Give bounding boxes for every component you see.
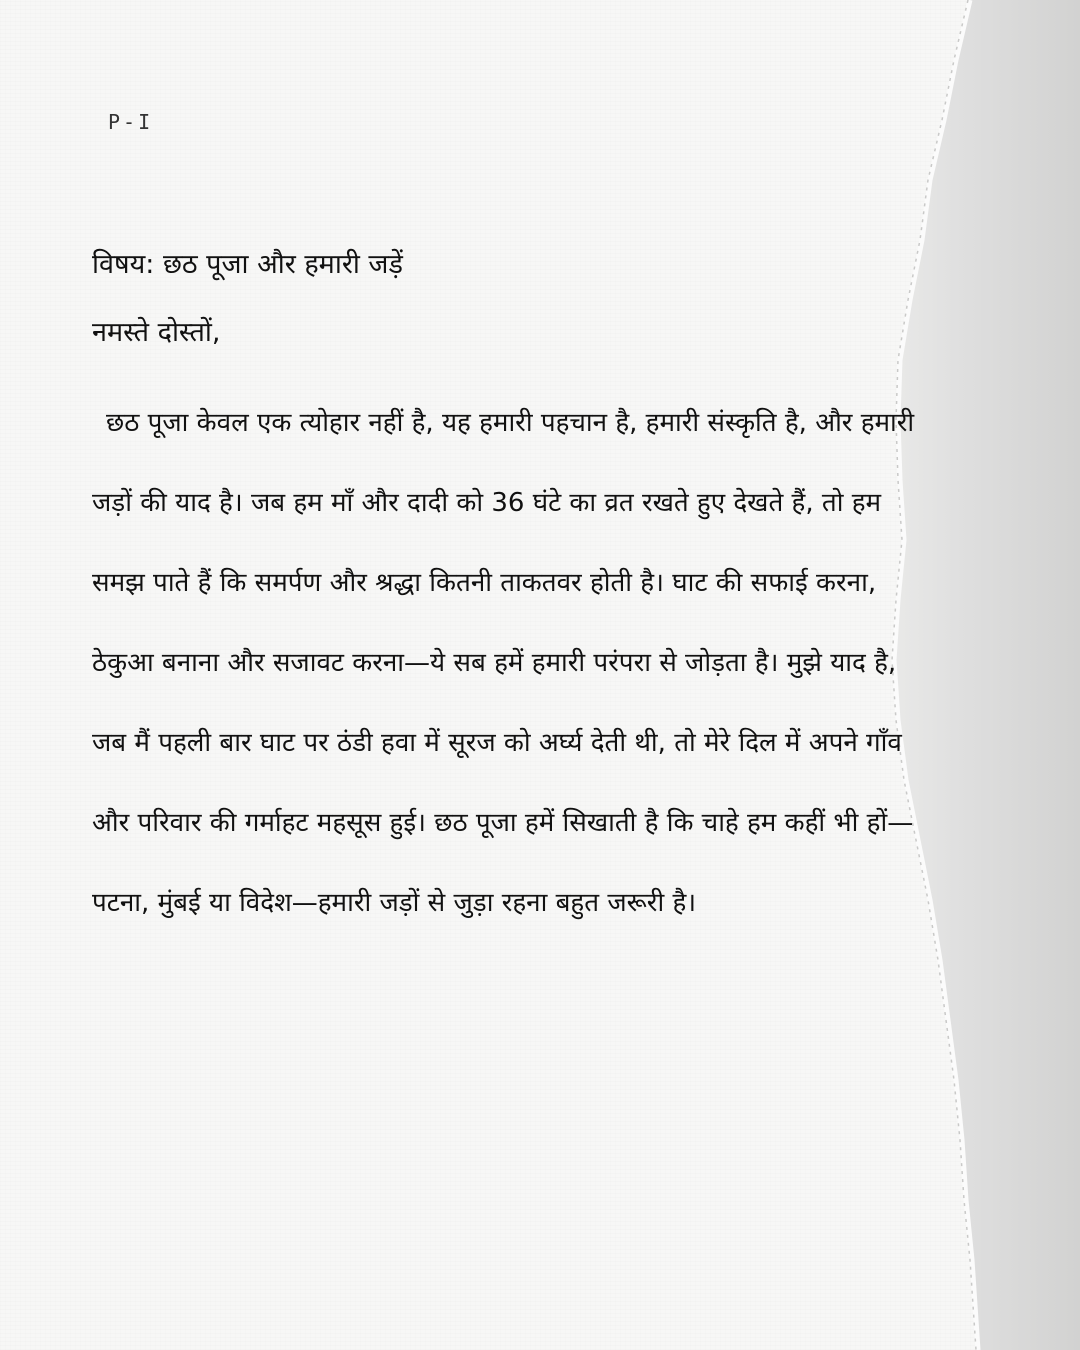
- letter-body: छठ पूजा केवल एक त्योहार नहीं है, यह हमारी पहचान है, हमारी संस्कृति है, और हमारी जड़ों की याद है। जब हम माँ और दादी को 36 घंटे का व्रत रखते हुए देखते हैं, तो हम समझ पाते हैं कि समर्पण और श्रद्धा कितनी ताकतवर होती है। घाट की सफाई करना, ठेकुआ बनाना और सजावट करना—ये सब हमें हमारी परंपरा से जोड़ता है। मुझे याद है, जब मैं पहली बार घाट पर ठंडी हवा में सूरज को अर्घ्य देती थी, तो मेरे दिल में अपने गाँव और परिवार की गर्माहट महसूस हुई। छठ पूजा हमें सिखाती है कि चाहे हम कहीं भी हों—पटना, मुंबई या विदेश—हमारी जड़ों से जुड़ा रहना बहुत जरूरी है।: [92, 408, 915, 918]
- torn-paper-shadow: [894, 0, 1080, 1350]
- letter-content: [92, 245, 917, 943]
- letter-subject: विषय: छठ पूजा और हमारी जड़ें: [92, 249, 403, 280]
- letter-greeting: नमस्ते दोस्तों,: [92, 317, 221, 348]
- page-number: P-I: [108, 110, 154, 134]
